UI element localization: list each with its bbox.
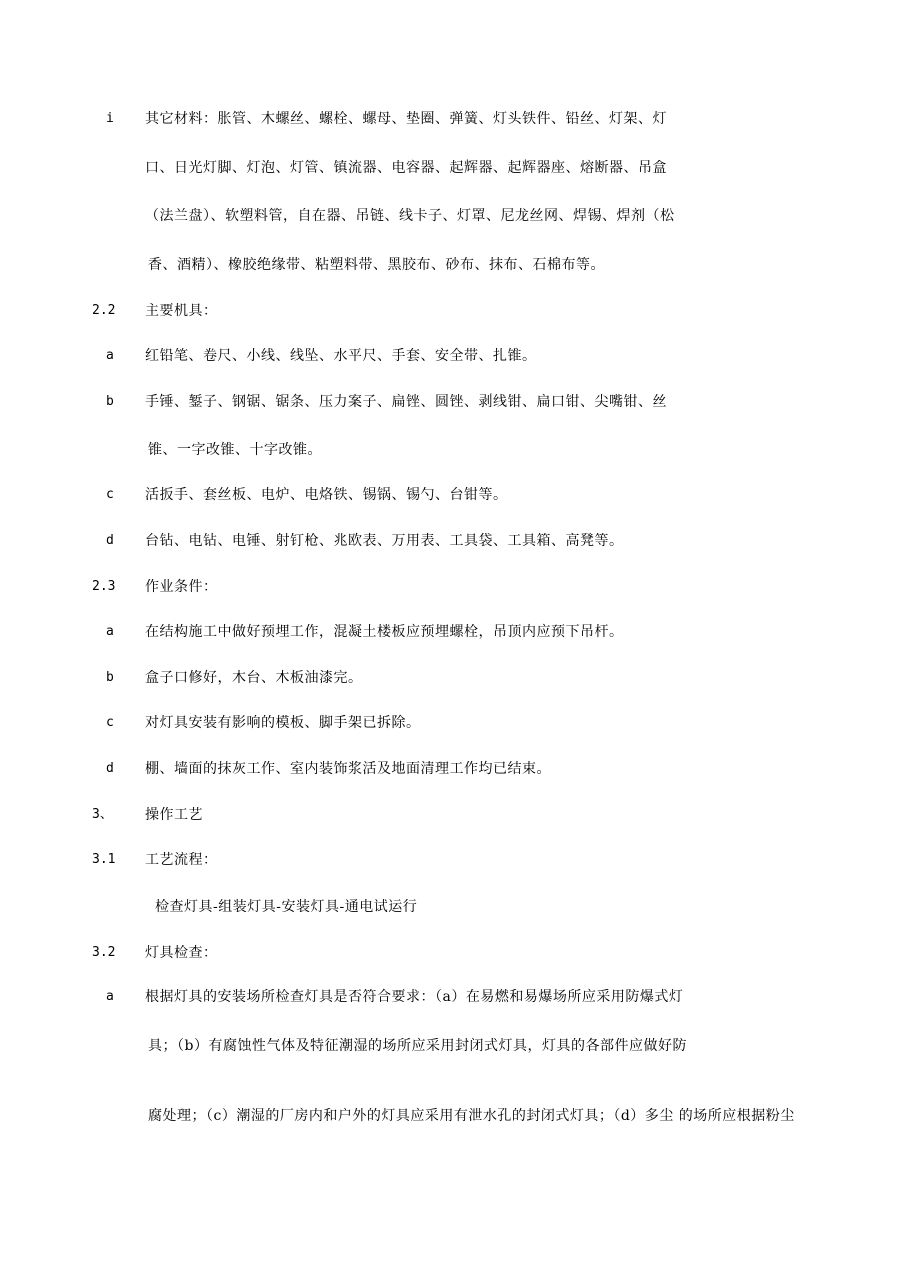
item-text: （法兰盘）、软塑料管，自在器、吊链、线卡子、灯罩、尼龙丝网、焊锡、焊剂（松 bbox=[145, 208, 675, 224]
item-text: 棚、墙面的抹灰工作、室内装饰浆活及地面清理工作均已结束。 bbox=[145, 761, 551, 777]
section-title: 主要机具： bbox=[145, 303, 218, 319]
item-text: 口、日光灯脚、灯泡、灯管、镇流器、电容器、起辉器、起辉器座、熔断器、吊盒 bbox=[145, 160, 667, 176]
section-number: 2.2 bbox=[92, 303, 116, 318]
chapter-number: 3、 bbox=[92, 807, 113, 822]
item-marker: i bbox=[106, 111, 114, 126]
item-text: 在结构施工中做好预埋工作，混凝土楼板应预埋螺栓，吊顶内应预下吊杆。 bbox=[145, 624, 624, 640]
item-marker: a bbox=[106, 989, 114, 1004]
item-text: 锥、一字改锥、十字改锥。 bbox=[148, 442, 322, 458]
item-text: 根据灯具的安装场所检查灯具是否符合要求：（a）在易燃和易爆场所应采用防爆式灯 bbox=[145, 989, 684, 1005]
item-text: 对灯具安装有影响的模板、脚手架已拆除。 bbox=[145, 715, 421, 731]
item-text: 活扳手、套丝板、电炉、电烙铁、锡锅、锡勺、台钳等。 bbox=[145, 487, 508, 503]
item-text: 盒子口修好，木台、木板油漆完。 bbox=[145, 670, 363, 686]
item-marker: b bbox=[106, 670, 114, 685]
item-marker: b bbox=[106, 394, 114, 409]
item-marker: a bbox=[106, 348, 114, 363]
item-text: 腐处理；（c）潮湿的厂房内和户外的灯具应采用有泄水孔的封闭式灯具；（d）多尘 的场所应根据粉尘 bbox=[148, 1108, 795, 1124]
item-marker: d bbox=[106, 761, 114, 776]
section-number: 2.3 bbox=[92, 579, 116, 594]
section-title: 作业条件： bbox=[145, 579, 218, 595]
item-text: 香、酒精）、橡胶绝缘带、粘塑料带、黑胶布、砂布、抹布、石棉布等。 bbox=[148, 257, 605, 273]
process-flow-text: 检查灯具-组装灯具-安装灯具-通电试运行 bbox=[155, 899, 418, 915]
item-text: 台钻、电钻、电锤、射钉枪、兆欧表、万用表、工具袋、工具箱、高凳等。 bbox=[145, 533, 624, 549]
item-text: 红铅笔、卷尺、小线、线坠、水平尺、手套、安全带、扎锥。 bbox=[145, 348, 537, 364]
section-title: 工艺流程： bbox=[145, 852, 218, 868]
item-text: 具；（b）有腐蚀性气体及特征潮湿的场所应采用封闭式灯具，灯具的各部件应做好防 bbox=[148, 1038, 687, 1054]
section-number: 3.1 bbox=[92, 852, 116, 867]
item-marker: c bbox=[106, 715, 114, 730]
item-text: 其它材料：胀管、木螺丝、螺栓、螺母、垫圈、弹簧、灯头铁件、铅丝、灯架、灯 bbox=[145, 111, 667, 127]
item-text: 手锤、錾子、钢锯、锯条、压力案子、扁锉、圆锉、剥线钳、扁口钳、尖嘴钳、丝 bbox=[145, 394, 667, 410]
item-marker: a bbox=[106, 624, 114, 639]
section-title: 灯具检查： bbox=[145, 945, 218, 961]
chapter-title: 操作工艺 bbox=[145, 807, 203, 823]
section-number: 3.2 bbox=[92, 945, 116, 960]
item-marker: c bbox=[106, 487, 114, 502]
item-marker: d bbox=[106, 533, 114, 548]
